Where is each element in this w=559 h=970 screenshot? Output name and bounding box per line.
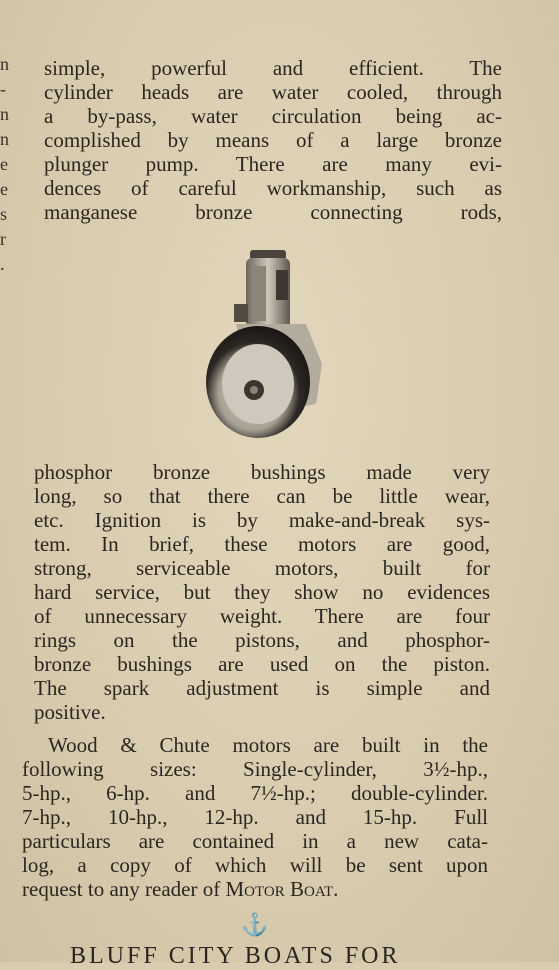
text-line: tem. In brief, these motors are good, [34, 532, 490, 556]
margin-letter: e [0, 179, 8, 199]
text-line: cylinder heads are water cooled, through [44, 80, 502, 104]
text-line-start: request to any reader of [22, 877, 226, 901]
paragraph-engine-description [44, 56, 502, 224]
anchor-icon: ⚓ [241, 912, 269, 937]
next-heading-partial: BLUFF CITY BOATS FOR [70, 943, 401, 969]
paragraph-construction-details [34, 460, 490, 724]
text-line: long, so that there can be little wear, [34, 484, 490, 508]
margin-letter: - [0, 79, 6, 99]
text-line: particulars are contained in a new cata- [22, 829, 488, 853]
text-line: manganese bronze connecting rods, [44, 200, 502, 224]
text-line: The spark adjustment is simple and [34, 676, 490, 700]
margin-letter: n [0, 129, 9, 149]
text-line [22, 877, 488, 901]
paragraph-motor-sizes [22, 733, 488, 901]
margin-letter: r [0, 229, 6, 249]
motor-photo [196, 244, 336, 449]
margin-letter: n [0, 104, 9, 124]
text-line: simple, powerful and efficient. The [44, 56, 502, 80]
text-line: plunger pump. There are many evi- [44, 152, 502, 176]
text-line: bronze bushings are used on the piston. [34, 652, 490, 676]
text-line: following sizes: Single-cylinder, 3½-hp., [22, 757, 488, 781]
text-line: log, a copy of which will be sent upon [22, 853, 488, 877]
text-line: 7-hp., 10-hp., 12-hp. and 15-hp. Full [22, 805, 488, 829]
text-line: strong, serviceable motors, built for [34, 556, 490, 580]
text-line: phosphor bronze bushings made very [34, 460, 490, 484]
text-line: complished by means of a large bronze [44, 128, 502, 152]
margin-letter: . [0, 254, 5, 274]
margin-letter: e [0, 154, 8, 174]
text-line: a by-pass, water circulation being ac- [44, 104, 502, 128]
adjacent-column-fragments [0, 52, 12, 277]
publication-name: Motor Boat. [225, 877, 339, 901]
margin-letter: n [0, 54, 9, 74]
text-line: etc. Ignition is by make-and-break sys- [34, 508, 490, 532]
text-line: rings on the pistons, and phosphor- [34, 628, 490, 652]
text-line: 5-hp., 6-hp. and 7½-hp.; double-cylinder. [22, 781, 488, 805]
text-line: Wood & Chute motors are built in the [48, 733, 488, 757]
text-line: of unnecessary weight. There are four [34, 604, 490, 628]
text-line: hard service, but they show no evidences [34, 580, 490, 604]
text-line: positive. [34, 700, 106, 724]
text-line: dences of careful workmanship, such as [44, 176, 502, 200]
margin-letter: s [0, 204, 8, 224]
